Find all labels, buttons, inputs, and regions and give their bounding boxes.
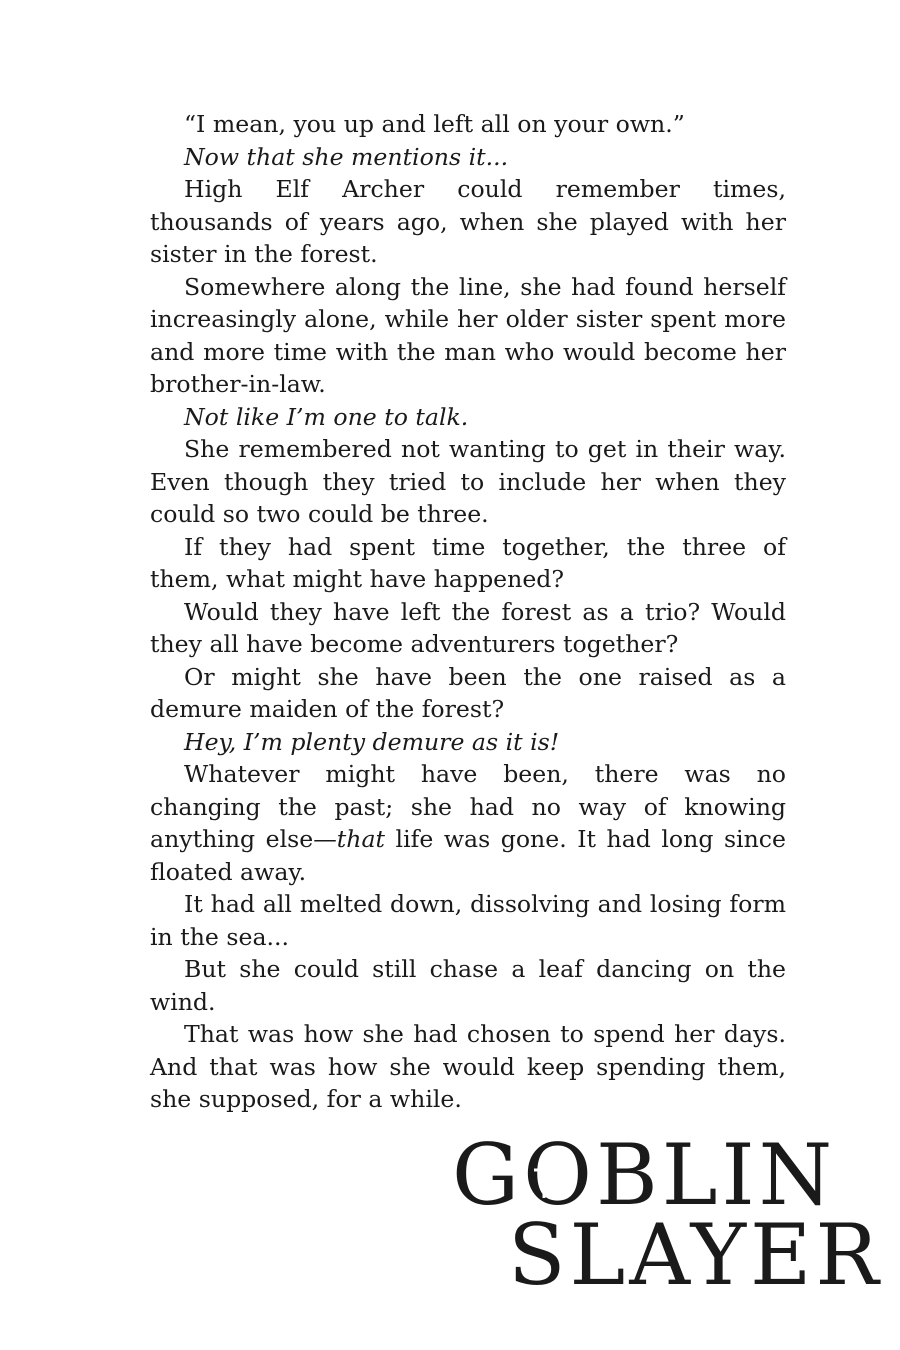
- paragraph: [150, 888, 786, 953]
- paragraph-text: “I mean, you up and left all on your own.”: [184, 110, 685, 138]
- paragraph: [150, 108, 786, 141]
- paragraph: [150, 1018, 786, 1116]
- paragraph-text: Hey, I’m plenty demure as it is!: [184, 727, 560, 756]
- paragraph-text: Would they have left the forest as a trio? Would they all have become adventurers together?: [150, 597, 786, 658]
- paragraph: [150, 271, 786, 401]
- paragraph-text: Or might she have been the one raised as a demure maiden of the forest?: [150, 662, 786, 723]
- paragraph-text: High Elf Archer could remember times, thousands of years ago, when she played with her sister in the forest.: [150, 175, 786, 268]
- goblin-slayer-logo: [452, 1126, 883, 1304]
- paragraph-text: Now that she mentions it...: [184, 142, 509, 171]
- paragraph: [150, 953, 786, 1018]
- paragraph: [150, 726, 786, 759]
- paragraph-text: But she could still chase a leaf dancing on the wind.: [150, 955, 786, 1016]
- body-text: [150, 108, 786, 1116]
- emphasis: that: [336, 825, 386, 853]
- paragraph: [150, 531, 786, 596]
- paragraph-text: Whatever might have been, there was no changing the past; she had no way of knowing anything else—: [150, 760, 786, 853]
- paragraph-text: Somewhere along the line, she had found herself increasingly alone, while her older sister spent more and more time with the man who would become her brother-in-law.: [150, 272, 786, 398]
- paragraph-text: That was how she had chosen to spend her days. And that was how she would keep spending them, she supposed, for a while.: [150, 1020, 786, 1113]
- paragraph-text: It had all melted down, dissolving and losing form in the sea...: [150, 890, 786, 951]
- paragraph: [150, 596, 786, 661]
- paragraph: [150, 758, 786, 888]
- paragraph-text: If they had spent time together, the three of them, what might have happened?: [150, 532, 786, 593]
- paragraph: [150, 141, 786, 174]
- paragraph: [150, 173, 786, 271]
- logo-line-1: GOBLIN: [452, 1126, 837, 1224]
- paragraph: [150, 661, 786, 726]
- paragraph-text: She remembered not wanting to get in their way. Even though they tried to include her when they could so two could be three.: [150, 435, 786, 528]
- paragraph: [150, 433, 786, 531]
- paragraph-text: Not like I’m one to talk.: [184, 402, 469, 431]
- paragraph-text-tail: life was gone. It had long since floated away.: [150, 825, 786, 886]
- paragraph: [150, 401, 786, 434]
- logo-line-2: SLAYER: [508, 1206, 883, 1304]
